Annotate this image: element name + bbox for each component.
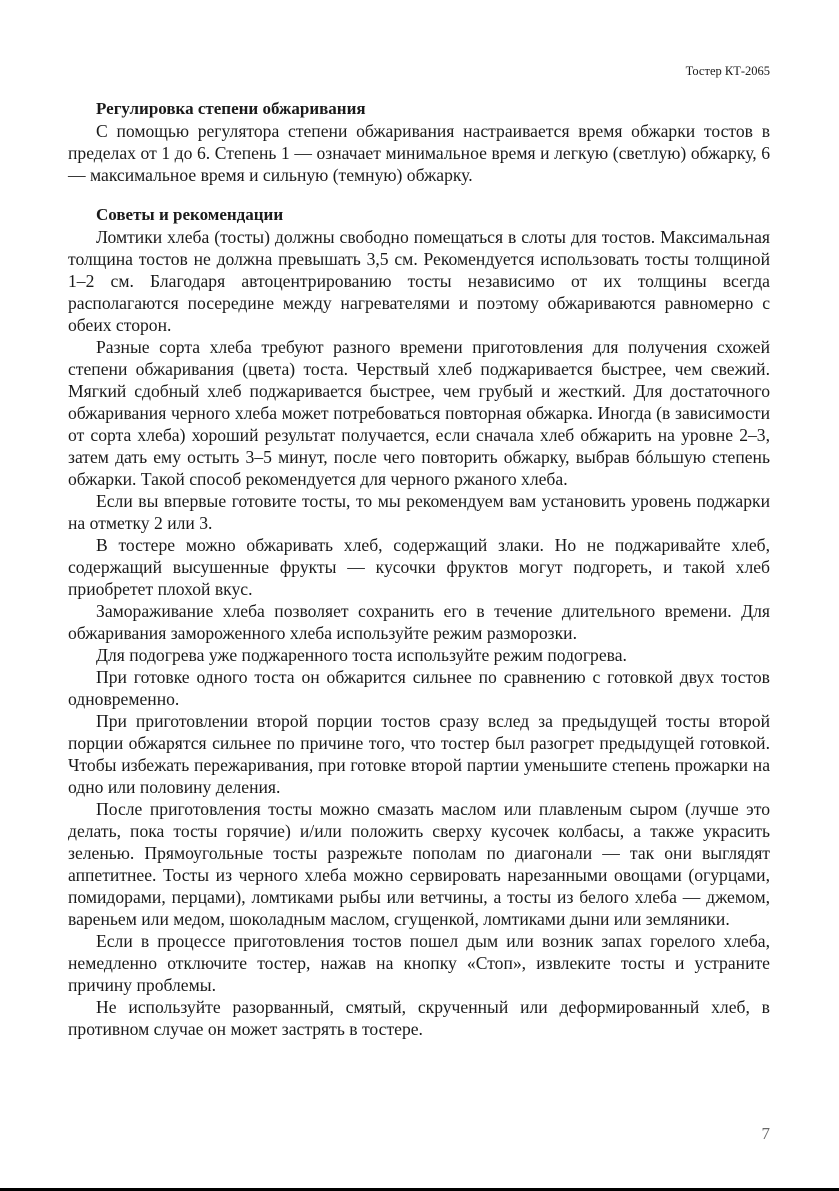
paragraph: С помощью регулятора степени обжаривания настраивается время обжарки тостов в пределах от 1 до 6. Степень 1 — означает минимальное время и легкую (светлую) обжарку, 6 — максимальное время и сильную (темную) обжарку. (68, 121, 770, 185)
paragraph: При готовке одного тоста он обжарится сильнее по сравнению с готовкой двух тостов одновременно. (68, 667, 770, 709)
paragraph: Замораживание хлеба позволяет сохранить его в течение длительного времени. Для обжаривания замороженного хлеба используйте режим разморозки. (68, 601, 770, 643)
paragraph: После приготовления тосты можно смазать маслом или плавленым сыром (лучше это делать, пока тосты горячие) и/или положить сверху кусочек колбасы, а также украсить зеленью. Прямоугольные тосты разрежьте пополам по диагонали — так они выглядят аппетитнее. Тосты из черного хлеба можно сервировать нарезанными овощами (огурцами, помидорами, перцами), ломтиками рыбы или ветчины, а тосты из белого хлеба — джемом, вареньем или медом, шоколадным маслом, сгущенкой, ломтиками дыни или земляники. (68, 799, 770, 929)
section-title-tips: Советы и рекомендации (96, 205, 284, 224)
paragraph: Не используйте разорванный, смятый, скрученный или деформированный хлеб, в противном случае он может застрять в тостере. (68, 997, 770, 1039)
page-number: 7 (761, 1124, 770, 1143)
paragraph: Разные сорта хлеба требуют разного времени приготовления для получения схожей степени обжаривания (цвета) тоста. Черствый хлеб поджаривается быстрее, чем свежий. Мягкий сдобный хлеб поджаривается быстрее, чем грубый и жесткий. Для достаточного обжаривания черного хлеба может потребоваться повторная обжарка. Иногда (в зависимости от сорта хлеба) хороший результат получается, если сначала хлеб обжарить на уровне 2–3, затем дать ему остыть 3–5 минут, после чего повторить обжарку, выбрав бóльшую степень обжарки. Такой способ рекомендуется для черного ржаного хлеба. (68, 337, 770, 489)
paragraph: При приготовлении второй порции тостов сразу вслед за предыдущей тосты второй порции обжарятся сильнее по причине того, что тостер был разогрет предыдущей готовкой. Чтобы избежать пережаривания, при готовке второй партии уменьшите степень прожарки на одно или половину деления. (68, 711, 770, 797)
section-tips (68, 204, 770, 1040)
paragraph: Если в процессе приготовления тостов пошел дым или возник запах горелого хлеба, немедленно отключите тостер, нажав на кнопку «Стоп», извлеките тосты и устраните причину проблемы. (68, 931, 770, 995)
section-browning-control (68, 98, 770, 186)
page-content (68, 98, 770, 1040)
paragraph: Для подогрева уже поджаренного тоста используйте режим подогрева. (96, 645, 627, 665)
paragraph: В тостере можно обжаривать хлеб, содержащий злаки. Но не поджаривайте хлеб, содержащий высушенные фрукты — кусочки фруктов могут подгореть, и такой хлеб приобретет плохой вкус. (68, 535, 770, 599)
section-title-browning: Регулировка степени обжаривания (96, 99, 366, 118)
paragraph: Если вы впервые готовите тосты, то мы рекомендуем вам установить уровень поджарки на отметку 2 или 3. (68, 491, 770, 533)
page-header (686, 64, 770, 79)
product-model: Тостер КТ-2065 (685, 64, 770, 78)
paragraph: Ломтики хлеба (тосты) должны свободно помещаться в слоты для тостов. Максимальная толщина тостов не должна превышать 3,5 см. Рекомендуется использовать тосты толщиной 1–2 см. Благодаря автоцентрированию тосты независимо от их толщины всегда располагаются посередине между нагревателями и поэтому обжариваются равномерно с обеих сторон. (68, 227, 770, 335)
